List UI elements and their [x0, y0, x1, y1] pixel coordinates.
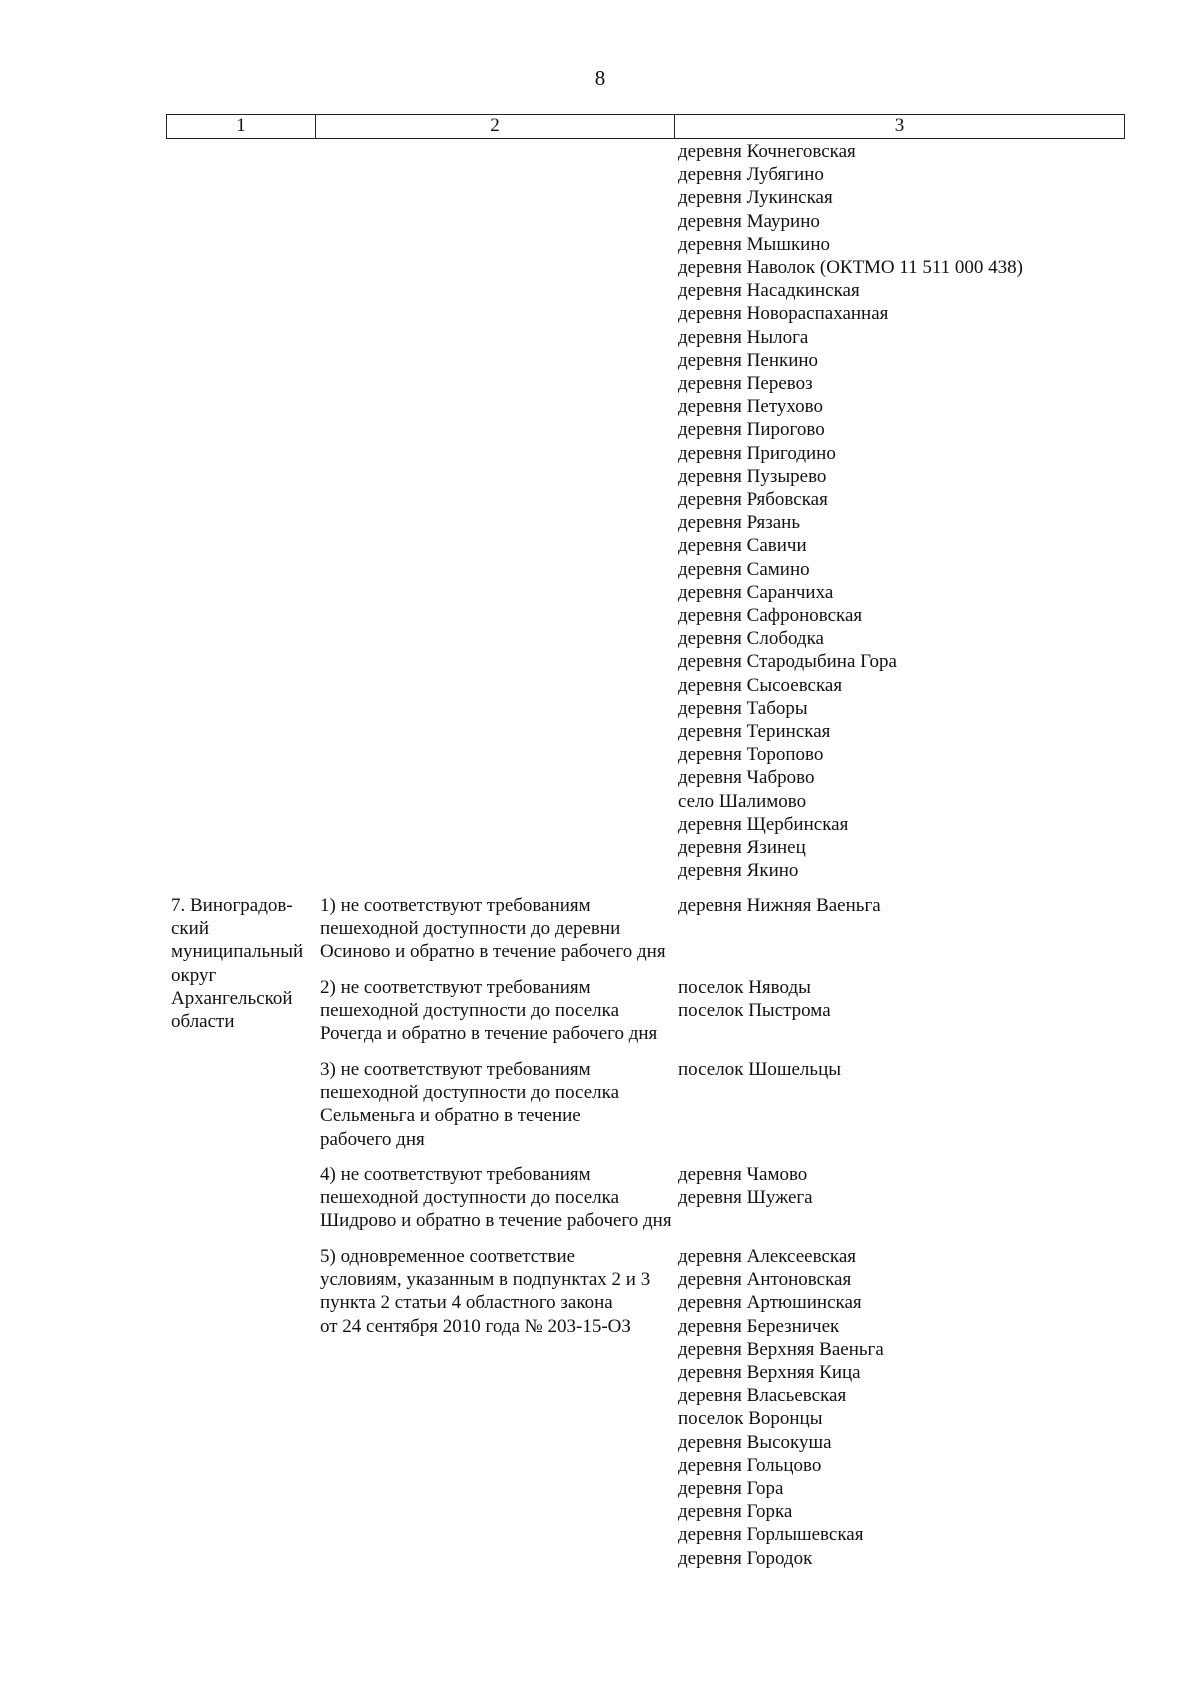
place-item: деревня Торопово — [678, 744, 824, 766]
places-list-4 — [678, 1163, 1118, 1209]
place-item: деревня Горка — [678, 1501, 793, 1523]
place-item: село Шалимово — [678, 790, 807, 812]
condition-line: пешеходной доступности до поселка — [320, 1082, 619, 1104]
place-item: деревня Пузырево — [678, 465, 827, 487]
place-item: деревня Савичи — [678, 535, 807, 557]
place-item: деревня Якино — [678, 860, 799, 882]
condition-text-3 — [320, 1058, 680, 1151]
place-item: поселок Воронцы — [678, 1408, 823, 1430]
place-item: деревня Березничек — [678, 1315, 840, 1337]
condition-line: Сельменьга и обратно в течение — [320, 1105, 581, 1127]
condition-line: пешеходной доступности до поселка — [320, 1187, 619, 1209]
condition-text-4 — [320, 1163, 680, 1233]
condition-line: рабочего дня — [320, 1128, 425, 1150]
place-item: деревня Слободка — [678, 628, 824, 650]
district-name-line: муниципальный — [171, 941, 304, 963]
place-item: деревня Чаброво — [678, 767, 815, 789]
district-name-line: 7. Виноградов- — [171, 895, 293, 916]
place-item: деревня Щербинская — [678, 813, 849, 835]
place-item: деревня Лубягино — [678, 164, 824, 186]
place-item: деревня Антоновская — [678, 1269, 852, 1291]
place-item: поселок Пыстрома — [678, 1000, 831, 1022]
condition-line: условиям, указанным в подпунктах 2 и 3 — [320, 1269, 651, 1291]
place-item: деревня Петухово — [678, 396, 823, 418]
places-list-2 — [678, 976, 1118, 1022]
place-item: деревня Верхняя Ваеньга — [678, 1338, 884, 1360]
district-name — [171, 894, 316, 1033]
condition-line: Шидрово и обратно в течение рабочего дня — [320, 1210, 672, 1232]
condition-line: 5) одновременное соответствие — [320, 1246, 576, 1267]
place-item: деревня Сафроновская — [678, 605, 863, 627]
place-item: деревня Алексеевская — [678, 1246, 856, 1267]
place-item: деревня Пригодино — [678, 442, 836, 464]
column-header-3: 3 — [894, 115, 905, 136]
place-item: деревня Рязань — [678, 512, 801, 534]
place-item: деревня Наволок (ОКТМО 11 511 000 438) — [678, 257, 1023, 279]
condition-line: Рочегда и обратно в течение рабочего дня — [320, 1023, 658, 1045]
place-item: деревня Гольцово — [678, 1454, 822, 1476]
column-header-2: 2 — [316, 115, 675, 138]
condition-line: 2) не соответствуют требованиям — [320, 977, 591, 998]
condition-text-2 — [320, 976, 680, 1046]
place-item: деревня Язинец — [678, 837, 806, 859]
place-item: деревня Новораспаханная — [678, 303, 889, 325]
condition-text-5 — [320, 1245, 680, 1338]
place-item: деревня Гора — [678, 1478, 784, 1500]
places-list-3 — [678, 1058, 1118, 1081]
district-name-line: области — [171, 1011, 235, 1033]
place-item: деревня Городок — [678, 1547, 813, 1569]
condition-line: пешеходной доступности до поселка — [320, 1000, 619, 1022]
place-item: деревня Кочнеговская — [678, 141, 856, 162]
place-item: деревня Самино — [678, 558, 810, 580]
district-name-line: Архангельской — [171, 987, 293, 1009]
place-item: деревня Саранчиха — [678, 581, 834, 603]
place-item: деревня Чамово — [678, 1164, 808, 1185]
column-header-1: 1 — [167, 115, 316, 138]
place-item: деревня Нижняя Ваеньга — [678, 895, 881, 916]
condition-text-1 — [320, 894, 680, 964]
place-item: деревня Пирогово — [678, 419, 825, 441]
place-item: деревня Лукинская — [678, 187, 833, 209]
condition-line: 3) не соответствуют требованиям — [320, 1059, 591, 1080]
place-item: деревня Сысоевская — [678, 674, 843, 696]
place-item: деревня Нылога — [678, 326, 809, 348]
place-item: деревня Пенкино — [678, 349, 819, 371]
place-item: деревня Шужега — [678, 1187, 813, 1209]
table-header-row — [166, 114, 1125, 139]
place-item: деревня Верхняя Кица — [678, 1362, 861, 1384]
place-item: деревня Высокуша — [678, 1431, 832, 1453]
place-item: деревня Маурино — [678, 210, 820, 232]
place-item: деревня Таборы — [678, 697, 808, 719]
condition-line: пункта 2 статьи 4 областного закона — [320, 1292, 613, 1314]
places-list-5 — [678, 1245, 1118, 1570]
place-item: деревня Насадкинская — [678, 280, 860, 302]
places-list-1 — [678, 894, 1118, 917]
place-item: деревня Горлышевская — [678, 1524, 864, 1546]
place-item: деревня Власьевская — [678, 1385, 847, 1407]
place-item: деревня Мышкино — [678, 233, 831, 255]
place-item: деревня Перевоз — [678, 373, 813, 395]
district-name-line: ский — [171, 918, 209, 940]
page-number: 8 — [594, 66, 606, 90]
place-item: деревня Теринская — [678, 721, 831, 743]
condition-line: пешеходной доступности до деревни — [320, 918, 621, 940]
condition-line: 1) не соответствуют требованиям — [320, 895, 591, 916]
condition-line: Осиново и обратно в течение рабочего дня — [320, 941, 666, 963]
district-name-line: округ — [171, 964, 217, 986]
condition-line: 4) не соответствуют требованиям — [320, 1164, 591, 1185]
condition-line: от 24 сентября 2010 года № 203-15-ОЗ — [320, 1315, 631, 1337]
place-item: деревня Стародыбина Гора — [678, 651, 897, 673]
place-item: поселок Шошельцы — [678, 1059, 842, 1080]
place-item: поселок Няводы — [678, 977, 811, 998]
place-item: деревня Рябовская — [678, 489, 828, 511]
place-item: деревня Артюшинская — [678, 1292, 862, 1314]
continuation-places-list — [678, 140, 1118, 883]
